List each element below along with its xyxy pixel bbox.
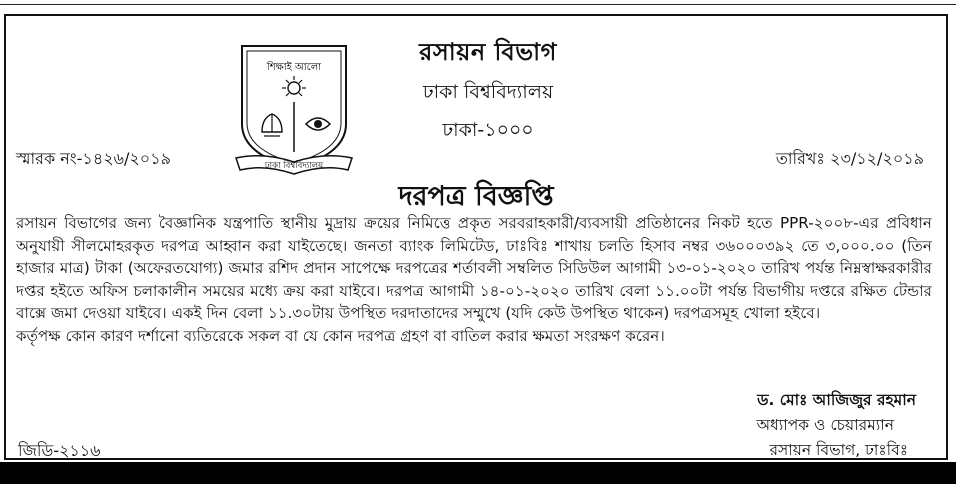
- notice-heading: দরপত্র বিজ্ঞপ্তি: [398, 181, 554, 212]
- notice-paragraph-1: রসায়ন বিভাগের জন্য বৈজ্ঞানিক যন্ত্রপাতি স্থানীয় মুদ্রায় ক্রয়ের নিমিত্তে প্রকৃত সরবরাহকারী/ব্যবসায়ী প্রতিষ্ঠানের নিকট হতে PPR-২০০৮-এর প্রবিধান অনুযায়ী সীলমোহরকৃত দরপত্র আহ্বান করা যাইতেছে। জনতা ব্যাংক লিমিটেড, ঢাঃবিঃ শাখায় চলতি হিসাব নম্বর ৩৬০০০৩৯২ তে ৩,০০০.০০ (তিন হাজার মাত্র) টাকা (অফেরতযোগ্য) জমার রশিদ প্রদান সাপেক্ষে দরপত্রের শর্তাবলী সম্বলিত সিডিউল আগামী ১৩-০১-২০২০ তারিখ পর্যন্ত নিম্নস্বাক্ষরকারীর দপ্তর হইতে অফিস চলাকালীন সময়ের মধ্যে ক্রয় করা যাইবে। দরপত্র আগামী ১৪-০১-২০২০ তারিখ বেলা ১১.০০টা পর্যন্ত বিভাগীয় দপ্তরে রক্ষিত টেন্ডার বাক্সে জমা দেওয়া যাইবে। একই দিন বেলা ১১.৩০টায় উপস্থিত দরদাতাদের সম্মুখে (যদি কেউ উপস্থিত থাকেন) দরপত্রসমূহ খোলা হইবে।: [16, 214, 932, 323]
- memo-date: তারিখঃ ২৩/১২/২০১৯: [775, 149, 924, 168]
- university-city: ঢাকা-১০০০: [442, 119, 534, 141]
- seal-motto: শিক্ষাই আলো: [266, 62, 322, 73]
- gd-number: জিডি-২১১৬: [18, 441, 101, 460]
- department-title: রসায়ন বিভাগ: [419, 38, 557, 66]
- top-rule: [0, 4, 956, 5]
- signer-name: ড. মোঃ আজিজুর রহমান: [757, 391, 916, 409]
- notice-paragraph-2: কর্তৃপক্ষ কোন কারণ দর্শানো ব্যতিরেকে সকল বা যে কোন দরপত্র গ্রহণ বা বাতিল করার ক্ষমতা সংরক্ষণ করেন।: [16, 326, 665, 345]
- notice-body: [16, 212, 932, 348]
- signer-title: অধ্যাপক ও চেয়ারম্যান: [756, 416, 894, 434]
- tender-notice: [4, 14, 948, 460]
- bottom-black-band: [0, 462, 956, 484]
- university-name: ঢাকা বিশ্ববিদ্যালয়: [422, 81, 554, 103]
- seal-ribbon-text: ঢাকা বিশ্ববিদ্যালয়: [264, 161, 324, 171]
- signer-department: রসায়ন বিভাগ, ঢাঃবিঃ: [769, 441, 908, 459]
- memo-reference: স্মারক নং-১৪২৬/২০১৯: [16, 149, 171, 168]
- dhaka-university-seal-icon: [234, 40, 354, 182]
